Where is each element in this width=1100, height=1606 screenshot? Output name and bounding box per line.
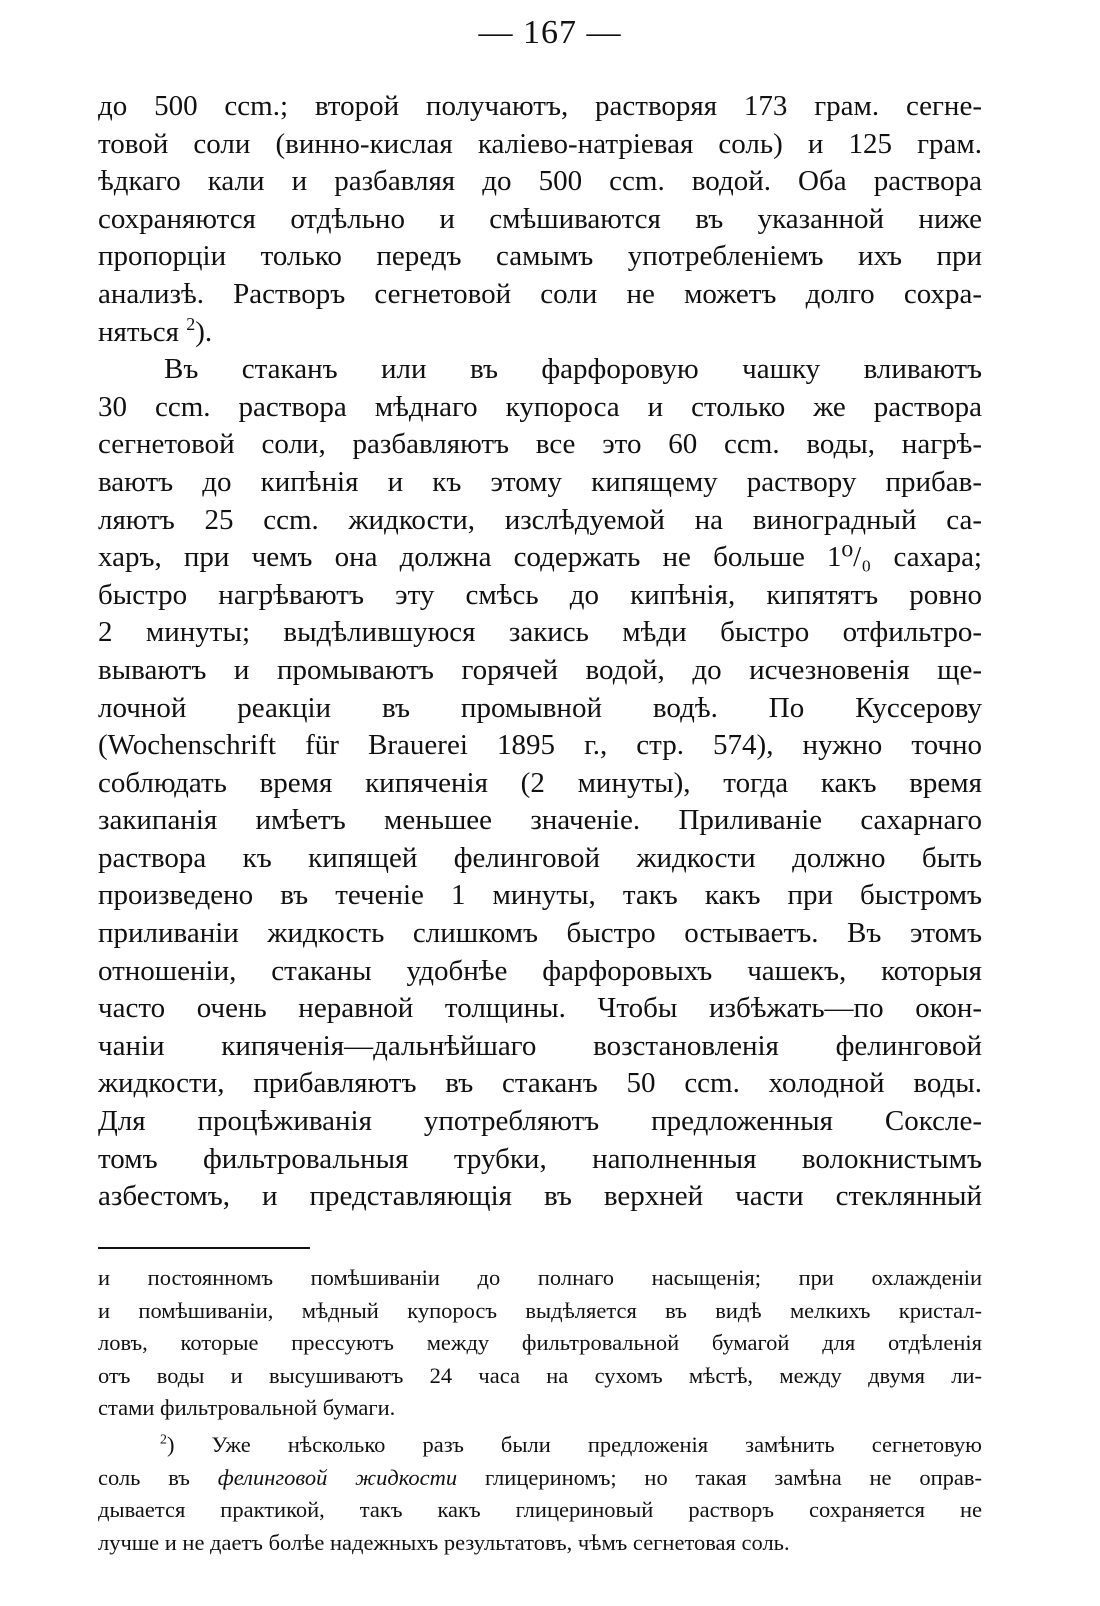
text-line: лочной реакціи въ промывной водѣ. По Куссерову	[98, 691, 982, 724]
text-line: закипанія имѣетъ меньшее значеніе. Приливаніе сахарнаго	[98, 804, 982, 837]
footnote-2-line	[98, 1462, 982, 1495]
text-line: пропорціи только передъ самымъ употребленіемъ ихъ при	[98, 240, 982, 273]
footnote-line: ловъ, которые прессуютъ между фильтровальной бумагой для отдѣленія	[98, 1330, 982, 1356]
footnote-2-text: ) Уже нѣсколько разъ были предложенія замѣнить сегнетовую	[166, 1431, 982, 1457]
paragraph-end-line	[98, 314, 982, 352]
text-line: сегнетовой соли, разбавляютъ все это 60 ccm. воды, нагрѣ-	[98, 428, 982, 461]
footnote-2-text: соль въ	[98, 1464, 218, 1490]
text-line: 2 минуты; выдѣлившуюся закись мѣди быстро отфильтро-	[98, 616, 982, 649]
text-line: ѣдкаго кали и разбавляя до 500 ccm. водой. Оба раствора	[98, 165, 982, 198]
footnote-2-line: дывается практикой, такъ какъ глицериновый растворъ сохраняется не	[98, 1497, 982, 1523]
text-line: сохраняются отдѣльно и смѣшиваются въ указанной ниже	[98, 202, 982, 235]
text-line: харъ, при чемъ она должна содержать не больше 1⁰/₀ сахара;	[98, 541, 982, 574]
text-line: быстро нагрѣваютъ эту смѣсь до кипѣнія, кипятятъ ровно	[98, 578, 982, 611]
text-line: приливаніи жидкость слишкомъ быстро остываетъ. Въ этомъ	[98, 917, 982, 950]
footnote-line: и помѣшиваніи, мѣдный купоросъ выдѣляется въ видѣ мелкихъ кристал-	[98, 1297, 982, 1323]
footnote-line: стами фильтровальной бумаги.	[98, 1395, 396, 1421]
text-line: часто очень неравной толщины. Чтобы избѣжать—по окон-	[98, 992, 982, 1025]
text-line: до 500 ccm.; второй получаютъ, растворяя 173 грам. сегне-	[98, 90, 982, 122]
text-line: няться	[98, 315, 179, 348]
footnote-2-text: глицериномъ; но такая замѣна не оправ-	[457, 1464, 982, 1490]
text-line: Для процѣживанія употребляютъ предложенныя Сокслe-	[98, 1105, 982, 1138]
text-line: ваютъ до кипѣнія и къ этому кипящему раствору прибав-	[98, 465, 982, 498]
text-line: Въ стаканъ или въ фарфоровую чашку вливаютъ	[164, 353, 982, 386]
text-line: чаніи кипяченія—дальнѣйшаго возстановленія фелинговой	[98, 1029, 982, 1062]
footnote-2-line: лучше и не даетъ болѣе надежныхъ результатовъ, чѣмъ сегнетовая соль.	[98, 1529, 790, 1555]
text-line: отношеніи, стаканы удобнѣе фарфоровыхъ чашекъ, которыя	[98, 954, 982, 987]
text-line: ляютъ 25 ccm. жидкости, изслѣдуемой на виноградный са-	[98, 503, 982, 536]
footnote-2-marker: 2	[160, 1432, 167, 1448]
footnote-divider	[98, 1247, 310, 1249]
footnote-line: отъ воды и высушиваютъ 24 часа на сухомъ мѣстѣ, между двумя ли-	[98, 1362, 982, 1388]
main-text	[98, 88, 982, 1216]
page-number: — 167 —	[478, 14, 622, 51]
text-line: вываютъ и промываютъ горячей водой, до исчезновенія ще-	[98, 653, 982, 686]
text-line: раствора къ кипящей фелинговой жидкости должно быть	[98, 841, 982, 874]
text-line: соблюдать время кипяченія (2 минуты), тогда какъ время	[98, 766, 982, 799]
text-line: товой соли (винно-кислая каліево-натріевая соль) и 125 грам.	[98, 127, 982, 160]
footnote-line: и постоянномъ помѣшиваніи до полнаго насыщенія; при охлажденіи	[98, 1265, 982, 1290]
text-line: (Wochenschrift für Brauerei 1895 г., стр. 574), нужно точно	[98, 729, 982, 762]
text-line: произведено въ теченіе 1 минуты, такъ какъ при быстромъ	[98, 879, 982, 912]
footnote-2-italic-term: фелинговой жидкости	[217, 1464, 458, 1490]
text-line: томъ фильтровальныя трубки, наполненныя волокнистымъ	[98, 1142, 982, 1175]
footnote-ref-tail: ).	[195, 315, 213, 348]
text-line: жидкости, прибавляютъ въ стаканъ 50 ccm. холодной воды.	[98, 1067, 982, 1100]
text-line: азбестомъ, и представляющія въ верхней части стеклянный	[98, 1180, 982, 1213]
text-line: 30 ccm. раствора мѣднаго купороса и столько же раствора	[98, 390, 982, 423]
footnotes	[98, 1262, 982, 1559]
footnote-ref: 2	[186, 313, 196, 334]
footnote-2-first-line	[98, 1429, 982, 1462]
text-line: анализѣ. Растворъ сегнетовой соли не можетъ долго сохра-	[98, 277, 982, 310]
